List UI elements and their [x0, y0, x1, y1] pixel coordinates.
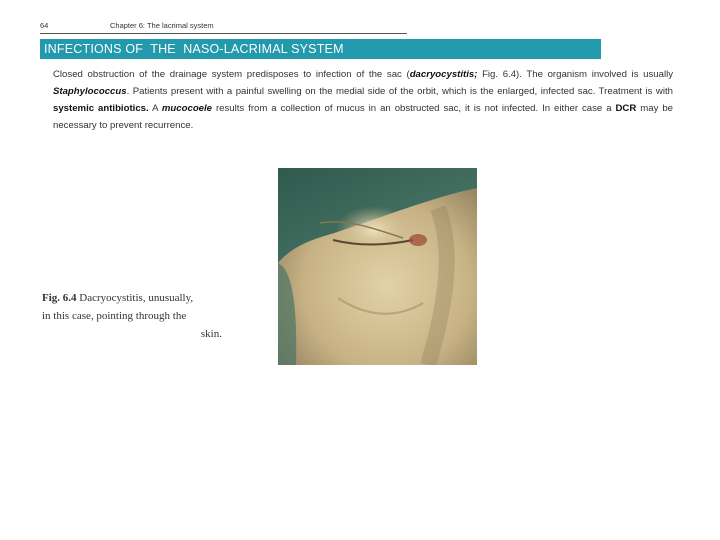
section-heading-band — [40, 39, 601, 59]
body-text-5: results from a collection of mucus in an obstructed sac, it is not infected. In either case a — [212, 103, 616, 114]
running-header — [40, 19, 407, 34]
figure-caption — [42, 289, 222, 343]
term-systemic-antibiotics: systemic antibiotics. — [53, 103, 149, 114]
inflamed-medial-canthus — [409, 234, 427, 246]
body-paragraph — [53, 66, 673, 134]
term-staphylococcus: Staphylococcus — [53, 86, 127, 97]
caption-line-2: in this case, pointing through the — [42, 310, 187, 322]
swelling-highlight — [336, 206, 412, 254]
term-dacryocystitis: dacryocystitis; — [409, 69, 478, 80]
body-text-4: A — [148, 103, 162, 114]
clinical-photo-dacryocystitis — [278, 168, 477, 365]
figure-label: Fig. 6.4 — [42, 292, 77, 304]
caption-text-1: Dacryocystitis, unusually, — [76, 292, 194, 304]
caption-line-3: skin. — [200, 328, 222, 340]
body-text-3: . Patients present with a painful swelling on the medial side of the orbit, which is the enlarged, infected sac. Treatment is with — [126, 86, 673, 97]
body-text-6: may be necessary to prevent recurrence. — [53, 103, 673, 131]
body-text-2: Fig. 6.4). The organism involved is usually — [477, 69, 674, 80]
section-title: INFECTIONS OF THE NASO-LACRIMAL SYSTEM — [44, 42, 344, 56]
term-mucocoele: mucocoele — [161, 103, 213, 114]
body-text-1: Closed obstruction of the drainage system predisposes to infection of the sac ( — [53, 69, 410, 80]
eye-photo-illustration — [278, 168, 477, 365]
page-number: 64 — [40, 21, 49, 30]
term-dcr: DCR — [615, 103, 637, 114]
chapter-title: Chapter 6: The lacrimal system — [110, 21, 214, 30]
caption-line-1 — [42, 289, 222, 307]
